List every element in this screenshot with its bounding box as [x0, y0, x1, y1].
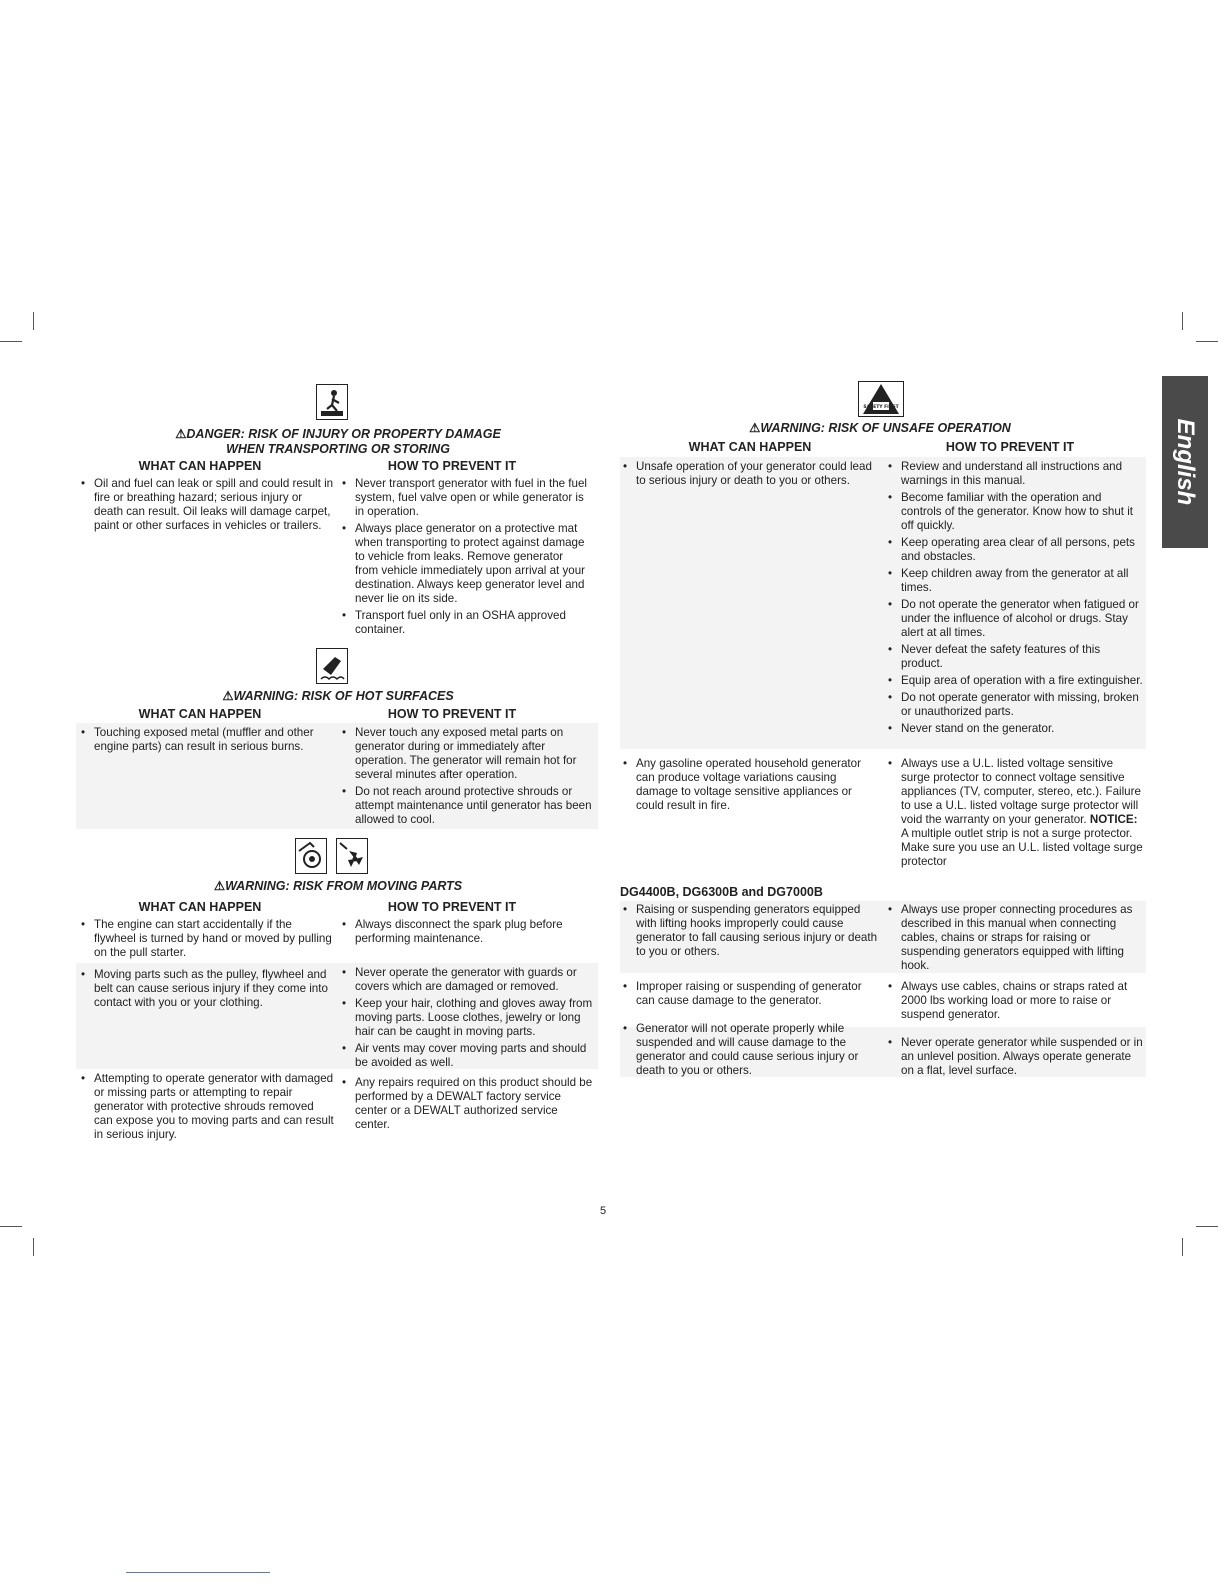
models-heading: DG4400B, DG6300B and DG7000B	[620, 885, 823, 899]
list-item: • Always use a U.L. listed voltage sensitive surge protector to connect voltage sensitive appliances (TV, computer, stereo, etc.). Failure to use a U.L. listed voltage surge protector will void the warranty on your generator. NOTICE: A multiple outlet strip is not a surge protector. Make sure you use an U.L. listed voltage surge protector	[885, 757, 1143, 869]
list-item: • Oil and fuel can leak or spill and could result in fire or breathing hazard; serious injury or death can result. Oil leaks will damage carpet, paint or other surfaces in vehicles or trailers.	[78, 477, 334, 533]
crop-mark	[1196, 1226, 1218, 1227]
pulley-belt-icon	[295, 838, 327, 874]
list-item: • Never touch any exposed metal parts on generator during or immediately after operation. The generator will remain hot for several minutes after operation.	[339, 726, 593, 782]
safety-first-icon	[858, 381, 904, 417]
list-item: • Raising or suspending generators equipped with lifting hooks improperly could cause generator to fall causing serious injury or death to you or others.	[620, 903, 882, 959]
list-item: • Always place generator on a protective mat when transporting to protect against damage to vehicle from leaks. Remove generator from vehicle immediately upon arrival at your destination. Always keep generator level and never lie on its side.	[339, 522, 587, 606]
fan-icon	[336, 838, 368, 874]
moving-how-header: HOW TO PREVENT IT	[387, 900, 517, 914]
list-item: • The engine can start accidentally if the flywheel is turned by hand or moved by pulling on the pull starter.	[78, 918, 334, 960]
moving-how-list-2	[339, 966, 593, 1073]
list-item: • Never defeat the safety features of this product.	[885, 643, 1143, 671]
list-item: • Any gasoline operated household generator can produce voltage variations causing damage to voltage sensitive appliances or could result in fire.	[620, 757, 876, 813]
list-item: • Always disconnect the spark plug before performing maintenance.	[339, 918, 593, 946]
list-item: • Always use proper connecting procedures as described in this manual when connecting cables, chains or straps for raising or suspending generators equipped with lifting hook.	[885, 903, 1143, 973]
list-item: • Any repairs required on this product should be performed by a DEWALT factory service center or a DEWALT authorized service center.	[339, 1076, 593, 1132]
moving-what-list	[78, 918, 334, 1145]
unsafe-what-list-2	[620, 757, 876, 816]
models-what-list	[620, 903, 882, 1081]
list-item: • Become familiar with the operation and controls of the generator. Know how to shut it off quickly.	[885, 491, 1143, 533]
list-item: • Always use cables, chains or straps rated at 2000 lbs working load or more to raise or suspend generator.	[885, 980, 1143, 1022]
danger-what-header: WHAT CAN HAPPEN	[138, 459, 262, 473]
list-item: • Keep your hair, clothing and gloves away from moving parts. Loose clothes, jewelry or long hair can be caught in moving parts.	[339, 997, 593, 1039]
unsafe-how-list-1	[885, 460, 1143, 739]
danger-title: ⚠DANGER: RISK OF INJURY OR PROPERTY DAMAGE WHEN TRANSPORTING OR STORING	[175, 427, 501, 456]
unsafe-how-header: HOW TO PREVENT IT	[945, 440, 1075, 454]
hot-how-list	[339, 726, 593, 830]
crop-mark	[1182, 1238, 1183, 1256]
list-item: • Equip area of operation with a fire extinguisher.	[885, 674, 1143, 688]
unsafe-title: ⚠WARNING: RISK OF UNSAFE OPERATION	[749, 421, 1011, 435]
moving-what-header: WHAT CAN HAPPEN	[138, 900, 262, 914]
moving-how-list-1	[339, 918, 593, 949]
crop-mark	[0, 341, 22, 342]
unsafe-what-header: WHAT CAN HAPPEN	[688, 440, 812, 454]
crop-mark	[33, 312, 34, 330]
danger-how-list	[339, 477, 587, 640]
list-item: • Touching exposed metal (muffler and other engine parts) can result in serious burns.	[78, 726, 334, 754]
list-item: • Do not operate generator with missing, broken or unauthorized parts.	[885, 691, 1143, 719]
crop-mark	[1196, 341, 1218, 342]
hot-what-header: WHAT CAN HAPPEN	[138, 707, 262, 721]
language-tab-label: English	[1172, 418, 1199, 506]
list-item: • Transport fuel only in an OSHA approved container.	[339, 609, 587, 637]
list-item: • Do not reach around protective shrouds or attempt maintenance until generator has been allowed to cool.	[339, 785, 593, 827]
list-item: • Attempting to operate generator with damaged or missing parts or attempting to repair generator with protective shrouds removed can expose you to moving parts and can result in serious injury.	[78, 1072, 334, 1142]
page-number: 5	[600, 1205, 607, 1217]
list-item: • Moving parts such as the pulley, flywheel and belt can cause serious injury if they come into contact with you or your clothing.	[78, 968, 334, 1010]
crop-mark	[0, 1226, 22, 1227]
hot-how-header: HOW TO PREVENT IT	[387, 707, 517, 721]
moving-how-list-3	[339, 1076, 593, 1135]
crop-mark	[33, 1238, 34, 1256]
language-tab	[1162, 376, 1208, 548]
danger-how-header: HOW TO PREVENT IT	[387, 459, 517, 473]
person-lifting-icon	[316, 384, 348, 420]
hot-what-list	[78, 726, 334, 757]
list-item: • Do not operate the generator when fatigued or under the influence of alcohol or drugs. Stay alert at all times.	[885, 598, 1143, 640]
models-how-list	[885, 903, 1143, 1081]
list-item: • Keep operating area clear of all persons, pets and obstacles.	[885, 536, 1143, 564]
unsafe-what-list-1	[620, 460, 876, 491]
hot-title: ⚠WARNING: RISK OF HOT SURFACES	[222, 689, 454, 703]
list-item: • Generator will not operate properly while suspended and will cause damage to the generator and could cause serious injury or death to you or others.	[620, 1022, 882, 1078]
safety-first-icon-text: SAFETY FIRST	[863, 405, 899, 410]
list-item: • Never operate the generator with guards or covers which are damaged or removed.	[339, 966, 593, 994]
list-item: • Air vents may cover moving parts and should be avoided as well.	[339, 1042, 593, 1070]
list-item: • Keep children away from the generator at all times.	[885, 567, 1143, 595]
hot-surface-icon	[316, 648, 348, 684]
list-item: • Review and understand all instructions and warnings in this manual.	[885, 460, 1143, 488]
crop-mark	[1182, 312, 1183, 330]
moving-title: ⚠WARNING: RISK FROM MOVING PARTS	[213, 879, 463, 893]
list-item: • Improper raising or suspending of generator can cause damage to the generator.	[620, 980, 882, 1008]
danger-what-list	[78, 477, 334, 536]
link-underline	[126, 1572, 270, 1573]
unsafe-how-list-2	[885, 757, 1143, 872]
list-item: • Never stand on the generator.	[885, 722, 1143, 736]
list-item: • Never transport generator with fuel in the fuel system, fuel valve open or while generator is in operation.	[339, 477, 587, 519]
list-item: • Unsafe operation of your generator could lead to serious injury or death to you or others.	[620, 460, 876, 488]
list-item: • Never operate generator while suspended or in an unlevel position. Always operate generate on a flat, level surface.	[885, 1036, 1143, 1078]
